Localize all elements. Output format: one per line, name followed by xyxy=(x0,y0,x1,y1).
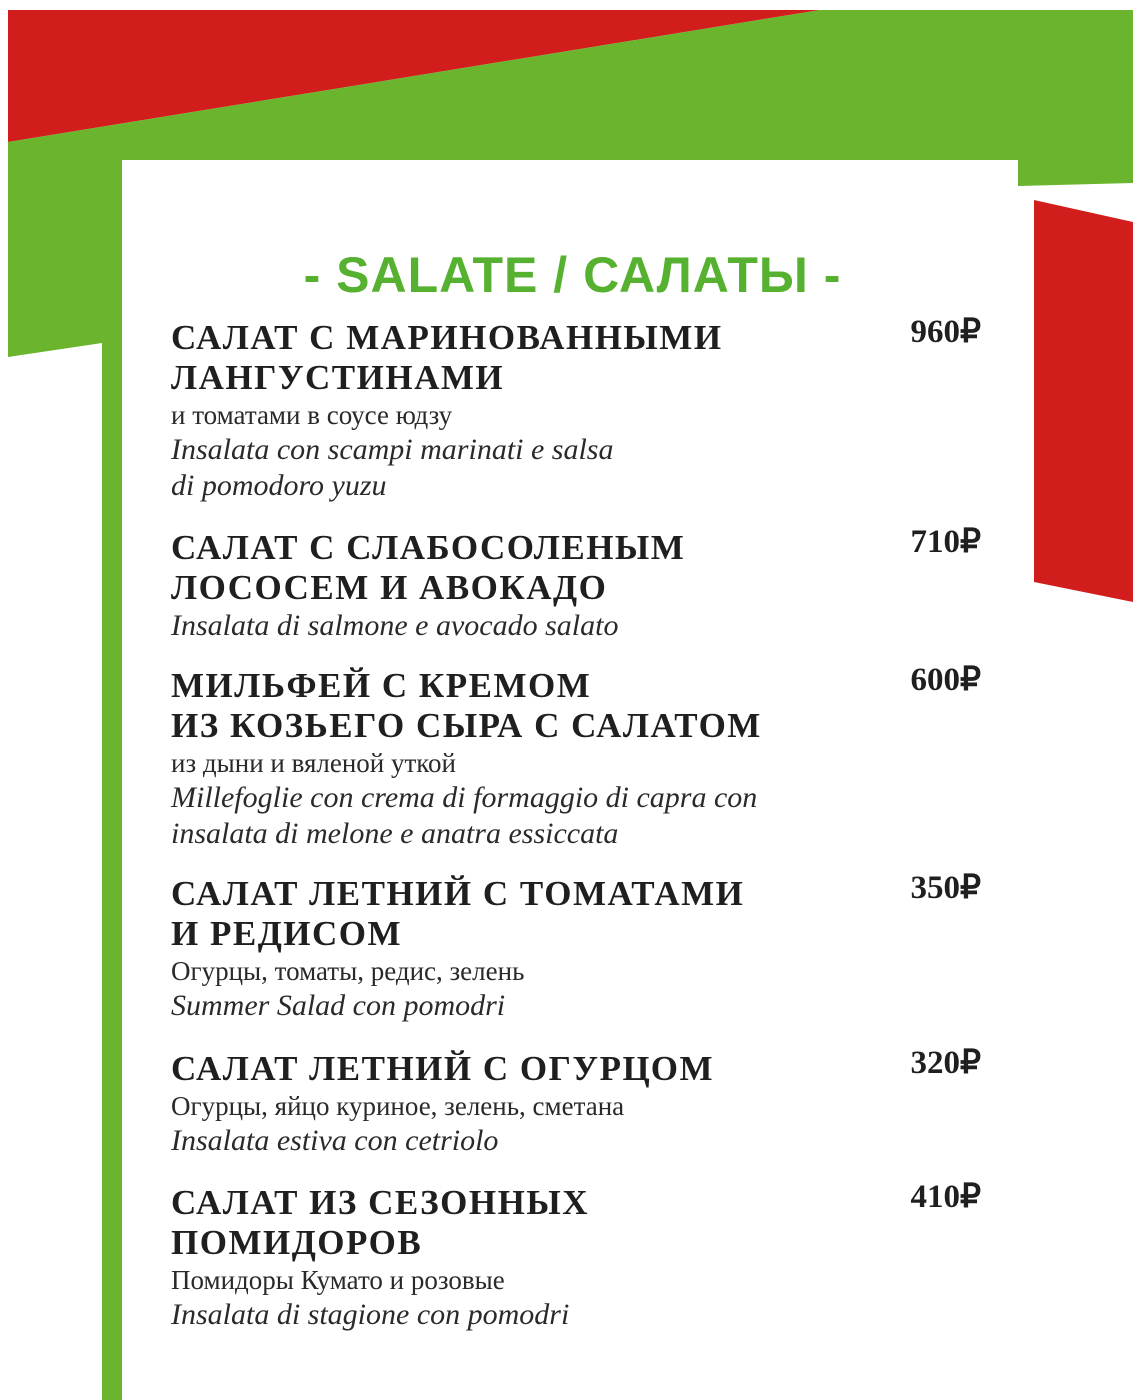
item-name-line: ИЗ КОЗЬЕГО СЫРА С САЛАТОМ xyxy=(171,706,762,745)
item-name-line: САЛАТ ЛЕТНИЙ С ТОМАТАМИ xyxy=(171,874,745,913)
item-name xyxy=(171,528,871,608)
item-name-line: САЛАТ ЛЕТНИЙ С ОГУРЦОМ xyxy=(171,1049,714,1088)
item-price: 410₽ xyxy=(910,1179,981,1215)
item-name xyxy=(171,666,871,746)
item-description: Огурцы, яйцо куриное, зелень, сметана xyxy=(171,1091,625,1121)
item-italian-line: Millefoglie con crema di formaggio di capra con xyxy=(171,781,758,814)
item-price: 960₽ xyxy=(910,314,981,350)
menu-item xyxy=(171,1045,981,1159)
page-title: - SALATE / САЛАТЫ - xyxy=(303,247,842,303)
item-italian-name xyxy=(171,432,981,504)
item-description: и томатами в соусе юдзу xyxy=(171,400,453,430)
item-price: 600₽ xyxy=(910,662,981,698)
item-italian-line: Insalata con scampi marinati e salsa xyxy=(171,433,614,466)
item-name xyxy=(171,1183,871,1263)
item-name-line: ЛОСОСЕМ И АВОКАДО xyxy=(171,568,608,607)
item-name-line: САЛАТ С МАРИНОВАННЫМИ xyxy=(171,318,723,357)
item-italian-line: Summer Salad con pomodri xyxy=(171,989,506,1022)
item-italian-name xyxy=(171,1123,981,1159)
item-name-line: ПОМИДОРОВ xyxy=(171,1223,423,1262)
item-name-line: САЛАТ ИЗ СЕЗОННЫХ xyxy=(171,1183,589,1222)
item-name-line: И РЕДИСОМ xyxy=(171,914,403,953)
item-name-line: МИЛЬФЕЙ С КРЕМОМ xyxy=(171,666,592,705)
item-name xyxy=(171,1049,871,1089)
item-italian-name xyxy=(171,1297,981,1333)
item-price: 320₽ xyxy=(910,1045,981,1081)
item-price: 350₽ xyxy=(910,870,981,906)
item-name-line: САЛАТ С СЛАБОСОЛЕНЫМ xyxy=(171,528,686,567)
item-italian-name xyxy=(171,780,981,852)
item-description: Огурцы, томаты, редис, зелень xyxy=(171,956,525,986)
item-italian-line: Insalata di stagione con pomodri xyxy=(171,1298,570,1331)
item-description: Помидоры Кумато и розовые xyxy=(171,1265,505,1295)
item-italian-line: di pomodoro yuzu xyxy=(171,469,387,502)
item-italian-name xyxy=(171,608,981,644)
menu-item xyxy=(171,662,981,852)
item-name xyxy=(171,874,871,954)
item-description: из дыни и вяленой уткой xyxy=(171,748,457,778)
item-price: 710₽ xyxy=(910,524,981,560)
item-italian-line: Insalata estiva con cetriolo xyxy=(171,1124,499,1157)
item-italian-line: Insalata di salmone e avocado salato xyxy=(171,609,619,642)
item-italian-line: insalata di melone e anatra essiccata xyxy=(171,817,619,850)
item-name-line: ЛАНГУСТИНАМИ xyxy=(171,358,505,397)
menu-item xyxy=(171,524,981,644)
menu-item xyxy=(171,870,981,1024)
menu-item xyxy=(171,314,981,504)
item-italian-name xyxy=(171,988,981,1024)
menu-item xyxy=(171,1179,981,1333)
item-name xyxy=(171,318,871,398)
